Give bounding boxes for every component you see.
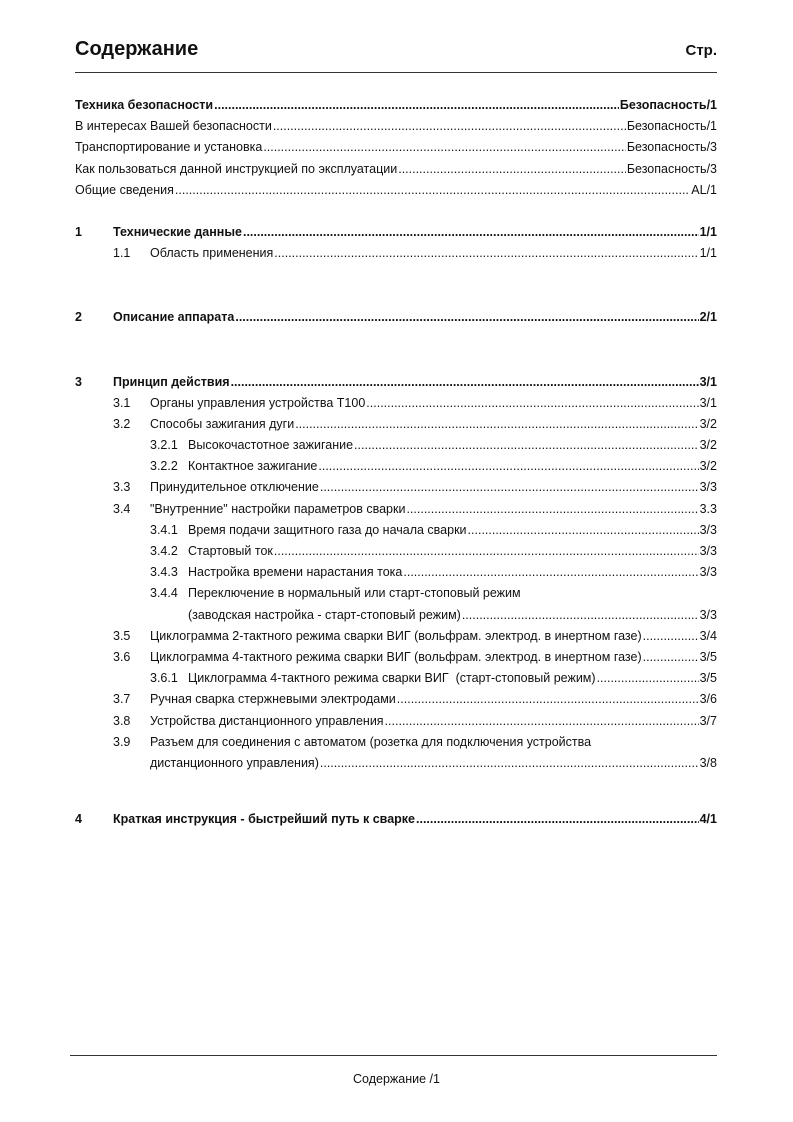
toc-entry-3-6[interactable]	[75, 647, 717, 668]
toc-entry-page: 3/3	[699, 522, 717, 537]
toc-entry-page: 2/1	[699, 310, 717, 325]
toc-entry-text: Технические данные	[113, 224, 242, 239]
toc-entry-page: 3/5	[699, 649, 717, 664]
toc-entry-text: Краткая инструкция - быстрейший путь к сварке	[113, 812, 416, 827]
toc-entry-number: 3.4.2	[150, 544, 178, 558]
dot-leader	[318, 456, 698, 477]
toc-entry-3-9[interactable]	[75, 732, 717, 753]
page-footer: Содержание /1	[353, 1072, 440, 1086]
footer-divider	[70, 1055, 717, 1056]
dot-leader	[643, 626, 699, 647]
dot-leader	[320, 753, 699, 774]
toc-entry-text: Циклограмма 4-тактного режима сварки ВИГ (старт-стоповый режим)	[188, 671, 596, 686]
toc-entry-safety[interactable]	[75, 95, 717, 116]
toc-entry-page: 3/3	[699, 480, 717, 495]
toc-entry-text: "Внутренние" настройки параметров сварки	[150, 501, 406, 516]
toc-entry-page: 3/2	[699, 459, 717, 474]
toc-entry-text: Органы управления устройства T100	[150, 395, 366, 410]
toc-entry-how-to-use[interactable]	[75, 159, 717, 180]
dot-leader	[274, 541, 699, 562]
toc-entry-page: Безопасность/3	[626, 161, 717, 176]
toc-entry-text: Контактное зажигание	[188, 459, 318, 474]
toc-entry-3-8[interactable]	[75, 711, 717, 732]
toc-entry-transport[interactable]	[75, 137, 717, 158]
toc-section-4[interactable]	[75, 809, 717, 830]
toc-entry-3-2-2[interactable]	[75, 456, 717, 477]
page-title: Содержание	[75, 38, 199, 60]
toc-entry-text: Циклограмма 2-тактного режима сварки ВИГ (вольфрам. электрод. в инертном газе)	[150, 628, 642, 643]
toc-entry-text: Принудительное отключение	[150, 480, 319, 495]
toc-entry-page: Безопасность/3	[626, 140, 717, 155]
toc-entry-number: 3	[75, 374, 82, 389]
toc-entry-page: 3/3	[699, 544, 717, 558]
toc-entry-number: 3.2.2	[150, 459, 178, 474]
dot-leader	[231, 372, 699, 393]
toc-entry-number: 3.3	[113, 480, 131, 495]
toc-section-2[interactable]	[75, 307, 717, 328]
toc-entry-number: 3.5	[113, 628, 131, 643]
toc-entry-number: 3.2	[113, 416, 131, 431]
toc-entry-page: 3/3	[699, 565, 717, 580]
toc-entry-text: Способы зажигания дуги	[150, 416, 295, 431]
toc-entry-number: 3.4.4	[150, 586, 178, 601]
toc-entry-text: Настройка времени нарастания тока	[188, 565, 403, 580]
toc-entry-text: Транспортирование и установка	[75, 140, 263, 155]
toc-entry-3-5[interactable]	[75, 626, 717, 647]
toc-entry-number: 3.4	[113, 501, 131, 516]
toc-entry-page: 3/6	[699, 692, 717, 707]
toc-entry-text: Принцип действия	[113, 374, 230, 389]
dot-leader	[273, 116, 626, 137]
toc-entry-page: 3/2	[699, 416, 717, 431]
dot-leader	[175, 180, 690, 201]
toc-entry-text: Техника безопасности	[75, 98, 214, 112]
toc-entry-3-9-continued[interactable]	[75, 753, 717, 774]
dot-leader	[274, 243, 698, 264]
table-of-contents	[75, 95, 717, 830]
toc-entry-3-4-4[interactable]	[75, 583, 717, 604]
toc-entry-page: 1/1	[699, 246, 717, 261]
toc-entry-page: AL/1	[691, 182, 717, 197]
dot-leader	[235, 307, 698, 328]
toc-entry-text: Ручная сварка стержневыми электродами	[150, 692, 396, 707]
toc-entry-number: 3.4.3	[150, 565, 178, 580]
toc-entry-1-1[interactable]	[75, 243, 717, 264]
toc-entry-text: (заводская настройка - старт-стоповый режим)	[188, 607, 461, 622]
toc-entry-text: Общие сведения	[75, 182, 174, 197]
toc-entry-number: 3.6	[113, 649, 131, 664]
dot-leader	[403, 562, 698, 583]
toc-entry-number: 1.1	[113, 246, 131, 261]
toc-entry-number: 3.9	[113, 734, 131, 749]
dot-leader	[366, 393, 698, 414]
page-column-label: Стр.	[685, 42, 717, 59]
dot-leader	[320, 477, 699, 498]
toc-entry-text: Описание аппарата	[113, 310, 235, 325]
toc-section-1[interactable]	[75, 222, 717, 243]
toc-entry-text: Высокочастотное зажигание	[188, 438, 354, 453]
toc-entry-number: 1	[75, 224, 82, 239]
dot-leader	[643, 647, 699, 668]
toc-entry-text: Устройства дистанционного управления	[150, 713, 384, 728]
toc-entry-page: Безопасность/1	[626, 119, 717, 134]
toc-entry-text: Время подачи защитного газа до начала сварки	[188, 522, 467, 537]
toc-entry-3-4[interactable]	[75, 499, 717, 520]
toc-entry-number: 3.7	[113, 692, 131, 707]
toc-entry-page: 3/1	[699, 374, 717, 389]
toc-entry-3-3[interactable]	[75, 477, 717, 498]
toc-entry-page: 3.3	[699, 501, 717, 516]
toc-entry-page: 3/4	[699, 628, 717, 643]
toc-entry-3-4-2[interactable]	[75, 541, 717, 562]
toc-entry-for-your-safety[interactable]	[75, 116, 717, 137]
toc-entry-general-info[interactable]	[75, 180, 717, 201]
toc-entry-number: 4	[75, 812, 82, 827]
dot-leader	[295, 414, 698, 435]
toc-entry-page: Безопасность/1	[619, 98, 717, 112]
toc-entry-page: 3/5	[699, 671, 717, 686]
toc-entry-page: 3/3	[699, 607, 717, 622]
toc-entry-page: 3/8	[699, 755, 717, 770]
toc-entry-page: 3/2	[699, 438, 717, 453]
dot-leader	[263, 137, 626, 158]
toc-entry-3-4-4-continued[interactable]	[75, 605, 717, 626]
dot-leader	[597, 668, 699, 689]
toc-entry-3-4-1[interactable]	[75, 520, 717, 541]
toc-entry-page: 3/1	[699, 395, 717, 410]
toc-entry-number: 3.1	[113, 395, 131, 410]
dot-leader	[406, 499, 698, 520]
toc-entry-number: 3.8	[113, 713, 131, 728]
toc-entry-text: Как пользоваться данной инструкцией по эксплуатации	[75, 161, 398, 176]
toc-entry-number: 3.6.1	[150, 671, 178, 686]
toc-entry-3-6-1[interactable]	[75, 668, 717, 689]
toc-entry-3-1[interactable]	[75, 393, 717, 414]
toc-entry-text: Разъем для соединения с автоматом (розетка для подключения устройства	[150, 734, 592, 749]
toc-entry-text: Стартовый ток	[188, 544, 273, 558]
toc-entry-text: Переключение в нормальный или старт-стоповый режим	[188, 586, 521, 601]
dot-leader	[385, 711, 699, 732]
dot-leader	[468, 520, 699, 541]
toc-entry-page: 4/1	[699, 812, 717, 827]
dot-leader	[462, 605, 699, 626]
dot-leader	[354, 435, 699, 456]
toc-entry-3-2[interactable]	[75, 414, 717, 435]
toc-entry-text: В интересах Вашей безопасности	[75, 119, 272, 134]
toc-entry-page: 3/7	[699, 713, 717, 728]
toc-entry-text: дистанционного управления)	[150, 755, 319, 770]
toc-entry-3-7[interactable]	[75, 689, 717, 710]
toc-entry-number: 2	[75, 310, 82, 325]
toc-entry-number: 3.2.1	[150, 438, 178, 453]
toc-section-3[interactable]	[75, 372, 717, 393]
dot-leader	[243, 222, 699, 243]
toc-entry-number: 3.4.1	[150, 522, 178, 537]
dot-leader	[416, 809, 699, 830]
toc-entry-page: 1/1	[699, 224, 717, 239]
dot-leader	[398, 159, 626, 180]
toc-entry-text: Циклограмма 4-тактного режима сварки ВИГ (вольфрам. электрод. в инертном газе)	[150, 649, 642, 664]
toc-entry-text: Область применения	[150, 246, 274, 261]
dot-leader	[214, 95, 619, 116]
toc-entry-3-2-1[interactable]	[75, 435, 717, 456]
dot-leader	[397, 689, 699, 710]
page-header	[75, 36, 717, 73]
toc-entry-3-4-3[interactable]	[75, 562, 717, 583]
